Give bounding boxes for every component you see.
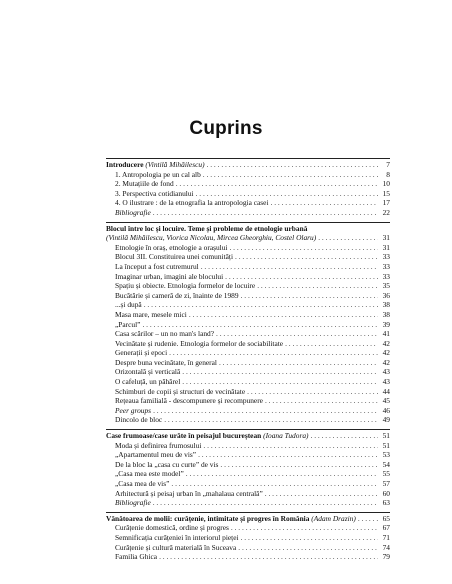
page-number: 51 [382,431,390,441]
leader-dots [159,552,378,562]
page-number: 63 [382,498,390,508]
page-number: 7 [386,160,390,169]
leader-dots [265,396,378,406]
page-number: 42 [382,348,390,358]
leader-dots [216,329,378,339]
toc-entry[interactable]: Bucătărie și cameră de zi, înainte de 1989 . . . 36 [106,291,390,301]
leader-dots [225,272,378,282]
page-number: 53 [382,450,390,460]
leader-dots [271,198,378,208]
toc-entry[interactable]: O cafeluță, un păhărel . . . 43 [106,377,390,387]
leader-dots [229,243,378,253]
page-number: 36 [382,290,390,300]
page-number: 43 [382,377,390,387]
page-number: 45 [382,396,390,406]
page-number: 67 [382,523,390,533]
toc-entry[interactable]: 4. O ilustrare : de la etnografia la antropologia casei . . . 17 [106,198,390,208]
toc-entry[interactable]: Casa scărilor – un no man's land? . . . 41 [106,329,390,339]
leader-dots [238,543,378,553]
page-number: 43 [382,367,390,377]
leader-dots [164,415,378,425]
toc-entry[interactable]: Moda și definirea frumosului . . . 51 [106,441,390,451]
leader-dots [182,367,378,377]
toc-entry[interactable]: Arhitectură și peisaj urban în „mahalaua centrală” . . . 60 [106,489,390,499]
page-number: 15 [382,188,390,198]
toc-entry[interactable]: „Apartamentul meu de vis” . . . 53 [106,450,390,460]
page-number: 41 [382,329,390,339]
toc-entry[interactable]: Imaginar urban, imagini ale blocului . . . 33 [106,272,390,282]
toc-entry[interactable]: Blocul 3II. Constituirea unei comunități . . . 33 [106,252,390,262]
page-number: 74 [382,542,390,552]
leader-dots [203,441,378,451]
toc-section-heading[interactable]: Blocul între loc și locuire. Teme și probleme de etnologie urbană [106,223,308,233]
leader-dots [220,460,378,470]
toc-entry[interactable]: „Casa mea este model” . . . 55 [106,469,390,479]
toc-entry[interactable]: Generații și epoci . . . 42 [106,348,390,358]
leader-dots [265,489,378,499]
leader-dots [311,431,379,441]
leader-dots [153,406,378,416]
page-number: 46 [382,405,390,415]
page-number: 44 [382,386,390,396]
leader-dots [241,533,378,543]
section-divider [106,512,390,513]
leader-dots [144,300,378,310]
page-number: 35 [382,281,390,291]
leader-dots [171,479,378,489]
toc-entry[interactable]: Rețeaua familială - descompunere și recompunere . . . 45 [106,396,390,406]
page-number: 57 [382,479,390,488]
toc-entry[interactable]: 2. Mutațiile de fond . . . 10 [106,179,390,189]
page-number: 31 [382,233,390,243]
page-number: 17 [382,198,390,208]
section-divider [106,158,390,159]
page-number: 42 [382,338,390,348]
table-of-contents [106,157,390,562]
leader-dots [182,377,378,387]
page-number: 33 [382,261,390,271]
toc-entry[interactable]: Bibliografie . . . 22 [106,208,390,218]
toc-entry[interactable]: Curățenie și cultură materială în Suceava . . . 74 [106,543,390,553]
leader-dots [207,160,378,170]
toc-entry[interactable]: „Casa mea de vis” . . . 57 [106,479,390,489]
toc-entry[interactable]: 1. Antropologia pe un cal alb . . . 8 [106,170,390,180]
toc-entry[interactable]: De la bloc la „casa cu curte” de vis . . . 54 [106,460,390,470]
leader-dots [153,208,378,218]
page-number: 39 [382,319,390,329]
leader-dots [142,320,378,330]
toc-entry[interactable]: Etnologie în oraș, etnologie a orașului . . . 31 [106,243,390,253]
toc-entry[interactable]: La început a fost cutremurul . . . 33 [106,262,390,272]
toc-entry[interactable]: Spațiu și obiecte. Etnologia formelor de locuire . . . 35 [106,281,390,291]
page-title: Cuprins [189,118,263,139]
toc-entry[interactable]: Peer groups . . . 46 [106,406,390,416]
leader-dots [247,387,378,397]
toc-entry[interactable]: Dincolo de bloc . . . 49 [106,415,390,425]
toc-section-heading[interactable]: Case frumoase/case urâte în peisajul bucureștean (Ioana Tudora) . . . 51 [106,431,390,441]
leader-dots [318,233,378,243]
toc-section-heading[interactable]: Vânătoarea de molii: curățenie, intimitate și progres în România (Adam Drazin) . . . 65 [106,514,390,524]
leader-dots [198,450,378,460]
leader-dots [169,348,378,358]
leader-dots [231,523,378,533]
toc-section-authors[interactable]: (Vintilă Mihăilescu, Viorica Nicolau, Mircea Gheorghiu, Costel Olaru) . . . 31 [106,233,390,243]
leader-dots [153,498,378,508]
page-number: 65 [382,513,390,523]
toc-entry[interactable]: Masa mare, mesele mici . . . 38 [106,310,390,320]
leader-dots [219,358,378,368]
toc-entry[interactable]: Vecinătate și rudenie. Etnologia formelor de sociabilitate . . . 42 [106,339,390,349]
page-number: 60 [382,488,390,498]
toc-entry[interactable]: „Parcul” . . . 39 [106,320,390,330]
leader-dots [196,189,378,199]
page-number: 38 [382,309,390,319]
leader-dots [189,310,378,320]
page-number: 49 [382,415,390,425]
leader-dots [358,514,378,524]
leader-dots [186,469,378,479]
page-number: 51 [382,440,390,450]
toc-entry[interactable]: Bibliografie . . . 63 [106,498,390,508]
page-number: 55 [382,469,390,479]
page-number: 10 [382,179,390,189]
page-number: 31 [382,242,390,252]
page-number: 33 [382,252,390,262]
toc-entry[interactable]: ...și după . . . 38 [106,300,390,310]
leader-dots [257,281,378,291]
page-number: 71 [382,532,390,542]
toc-entry[interactable]: Orizontală și verticală . . . 43 [106,367,390,377]
page-number: 54 [382,459,390,469]
section-divider [106,429,390,430]
toc-entry[interactable]: Familia Ghica . . . 79 [106,552,390,562]
page-number: 8 [386,169,390,179]
page-number: 79 [382,552,390,562]
toc-entry[interactable]: 3. Perspectiva cotidianului . . . 15 [106,189,390,199]
toc-entry[interactable]: Semnificația curățeniei în interiorul pieței . . . 71 [106,533,390,543]
leader-dots [241,291,378,301]
toc-entry[interactable]: Curățenie domestică, ordine și progres . . . 67 [106,523,390,533]
toc-entry[interactable]: Schimburi de copii și structuri de vecinătate . . . 44 [106,387,390,397]
page-number: 33 [382,271,390,281]
leader-dots [235,252,378,262]
toc-entry[interactable]: Despre buna vecinătate, în general . . . 42 [106,358,390,368]
page-number: 42 [382,357,390,367]
leader-dots [176,179,378,189]
leader-dots [201,262,378,272]
leader-dots [285,339,378,349]
section-divider [106,222,390,223]
page-number: 22 [382,207,390,217]
leader-dots [203,170,378,180]
page-number: 38 [382,300,390,310]
toc-section-heading[interactable]: Introducere (Vintilă Mihăilescu) . . . 7 [106,160,390,170]
